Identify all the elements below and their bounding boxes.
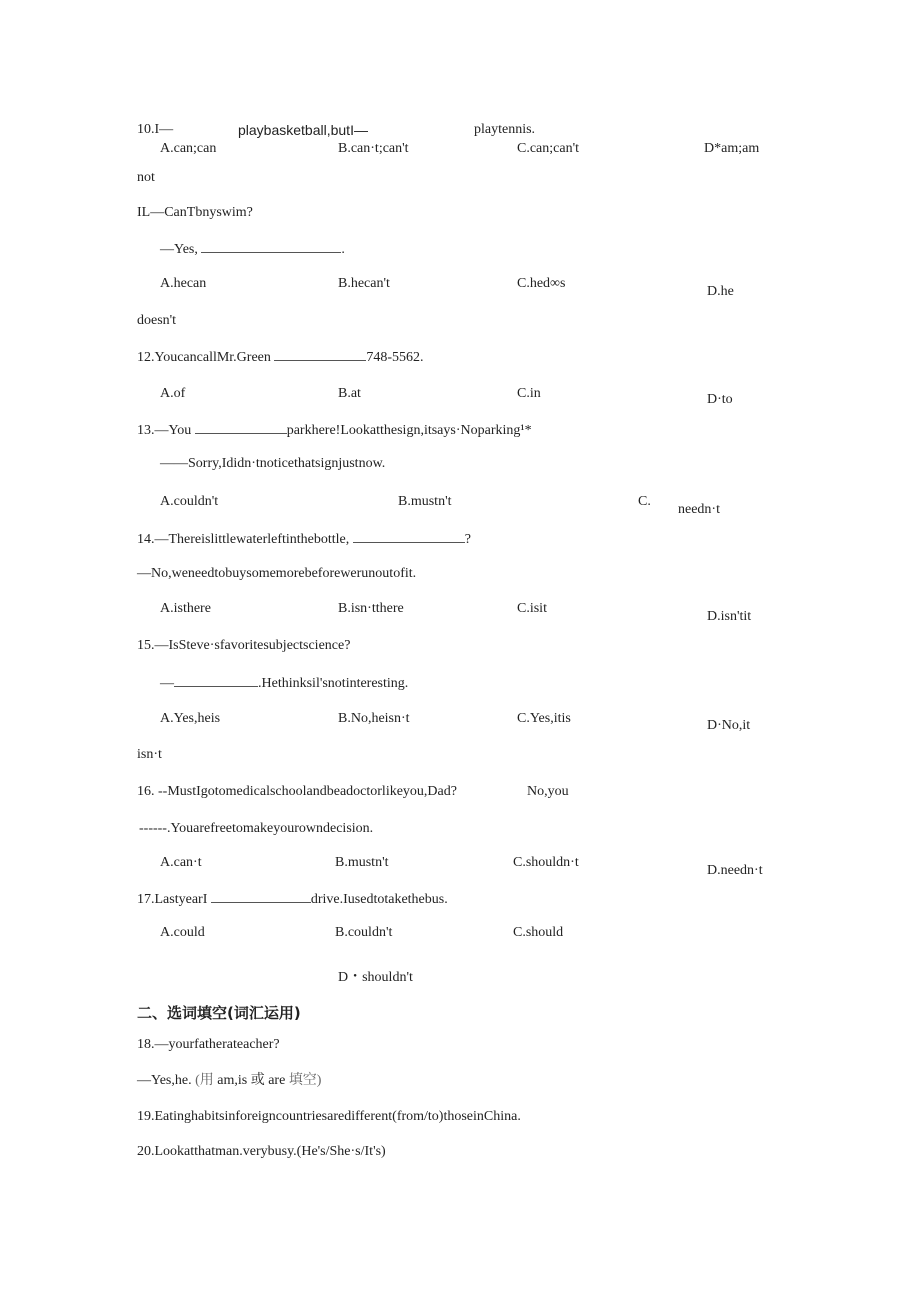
q16-reply: ------.Youarefreetomakeyourowndecision. bbox=[139, 821, 374, 836]
q11-option-d: D.he bbox=[707, 284, 734, 299]
q10-option-c: C.can;can't bbox=[517, 141, 579, 156]
q17-answer-blank[interactable] bbox=[211, 890, 311, 903]
q12-stem-text: 12.YoucancallMr.Green bbox=[137, 350, 271, 365]
q16-stem-extra: No,you bbox=[527, 784, 569, 799]
q11-reply-text: —Yes, bbox=[160, 242, 198, 257]
q20-stem: 20.Lookatthatman.verybusy.(He's/She·s/It's) bbox=[137, 1144, 386, 1159]
q12-option-a: A.of bbox=[160, 386, 186, 401]
q10-option-d-continued: not bbox=[137, 170, 155, 185]
q16-option-d: D.needn·t bbox=[707, 863, 763, 878]
q12-option-d: D·to bbox=[707, 392, 733, 407]
q15-option-d: D·No,it bbox=[707, 718, 751, 733]
q13-option-c-continued: needn·t bbox=[678, 502, 720, 517]
q16-option-b: B.mustn't bbox=[335, 855, 389, 870]
q15-answer-blank[interactable] bbox=[174, 674, 258, 687]
q16-stem: 16. --MustIgotomedicalschoolandbeadoctorlikeyou,Dad? bbox=[137, 784, 457, 799]
q11-option-c: C.hed∞s bbox=[517, 276, 566, 291]
q15-reply-text: — bbox=[160, 676, 174, 691]
q10-option-b: B.can·t;can't bbox=[338, 141, 409, 156]
q14-option-b: B.isn·tthere bbox=[338, 601, 404, 616]
q14-answer-blank[interactable] bbox=[353, 530, 465, 543]
q12-stem-end: 748-5562. bbox=[366, 350, 424, 365]
q11-option-b: B.hecan't bbox=[338, 276, 390, 291]
q18-hint-open: (用 bbox=[195, 1073, 214, 1088]
q15-option-c: C.Yes,itis bbox=[517, 711, 571, 726]
q13-option-b: B.mustn't bbox=[398, 494, 452, 509]
q15-reply-end: .Hethinksil'snotinteresting. bbox=[258, 676, 409, 691]
q10-stem-start: 10.I— bbox=[137, 122, 174, 137]
q18-hint-words: am,is bbox=[217, 1073, 248, 1088]
q18-reply-text: —Yes,he. bbox=[137, 1073, 192, 1088]
section-2-title: 二、选词填空(词汇运用) bbox=[137, 1004, 301, 1022]
q18-hint-close: 填空) bbox=[288, 1073, 322, 1088]
q18-stem: 18.—yourfatherateacher? bbox=[137, 1037, 280, 1052]
q13-stem-end: parkhere!Lookatthesign,itsays·Noparking¹* bbox=[286, 423, 532, 438]
q15-reply bbox=[160, 674, 408, 692]
q11-reply-end: . bbox=[341, 242, 345, 257]
q17-option-b: B.couldn't bbox=[335, 925, 393, 940]
q17-option-a: A.could bbox=[160, 925, 205, 940]
q17-stem-text: 17.LastyearI bbox=[137, 892, 208, 907]
q13-stem-text: 13.—You bbox=[137, 423, 192, 438]
q11-option-d-continued: doesn't bbox=[137, 313, 177, 328]
q16-option-a: A.can·t bbox=[160, 855, 202, 870]
q13-reply: ——Sorry,Ididn·tnoticethatsignjustnow. bbox=[160, 456, 386, 471]
q12-answer-blank[interactable] bbox=[274, 348, 366, 361]
q17-option-d: D・shouldn't bbox=[338, 970, 413, 985]
q12-option-c: C.in bbox=[517, 386, 541, 401]
q14-option-a: A.isthere bbox=[160, 601, 211, 616]
q18-hint-or: 或 bbox=[250, 1073, 265, 1088]
q14-stem-end: ? bbox=[464, 532, 471, 547]
q11-answer-blank[interactable] bbox=[201, 240, 341, 253]
q14-option-d: D.isn'tit bbox=[707, 609, 752, 624]
q16-option-c: C.shouldn·t bbox=[513, 855, 579, 870]
q14-stem bbox=[137, 530, 471, 548]
q19-stem: 19.Eatinghabitsinforeigncountriesaredifferent(from/to)thoseinChina. bbox=[137, 1109, 521, 1124]
q15-stem: 15.—IsSteve·sfavoritesubjectscience? bbox=[137, 638, 351, 653]
q11-stem: IL—CanTbnyswim? bbox=[137, 205, 253, 220]
q17-stem-end: drive.Iusedtotakethebus. bbox=[310, 892, 448, 907]
q11-reply bbox=[160, 240, 345, 258]
q17-option-c: C.should bbox=[513, 925, 564, 940]
q15-option-b: B.No,heisn·t bbox=[338, 711, 410, 726]
q18-hint-are: are bbox=[268, 1073, 286, 1088]
q10-option-a: A.can;can bbox=[160, 141, 217, 156]
q15-option-d-continued: isn·t bbox=[137, 747, 162, 762]
q10-stem-middle: playbasketball,butI— bbox=[238, 122, 368, 138]
q10-stem-end: playtennis. bbox=[474, 122, 536, 137]
q12-stem bbox=[137, 348, 424, 366]
q13-option-c: C. bbox=[638, 494, 651, 509]
q13-option-a: A.couldn't bbox=[160, 494, 219, 509]
q11-option-a: A.hecan bbox=[160, 276, 207, 291]
q14-option-c: C.isit bbox=[517, 601, 547, 616]
q10-option-d: D*am;am bbox=[704, 141, 760, 156]
q14-stem-text: 14.—Thereislittlewaterleftinthebottle, bbox=[137, 532, 350, 547]
q17-stem bbox=[137, 890, 448, 908]
q15-option-a: A.Yes,heis bbox=[160, 711, 221, 726]
q18-reply bbox=[137, 1073, 321, 1089]
q12-option-b: B.at bbox=[338, 386, 361, 401]
q14-reply: —No,weneedtobuysomemorebeforewerunoutofit. bbox=[137, 566, 417, 581]
q13-answer-blank[interactable] bbox=[195, 421, 287, 434]
q13-stem bbox=[137, 421, 532, 439]
